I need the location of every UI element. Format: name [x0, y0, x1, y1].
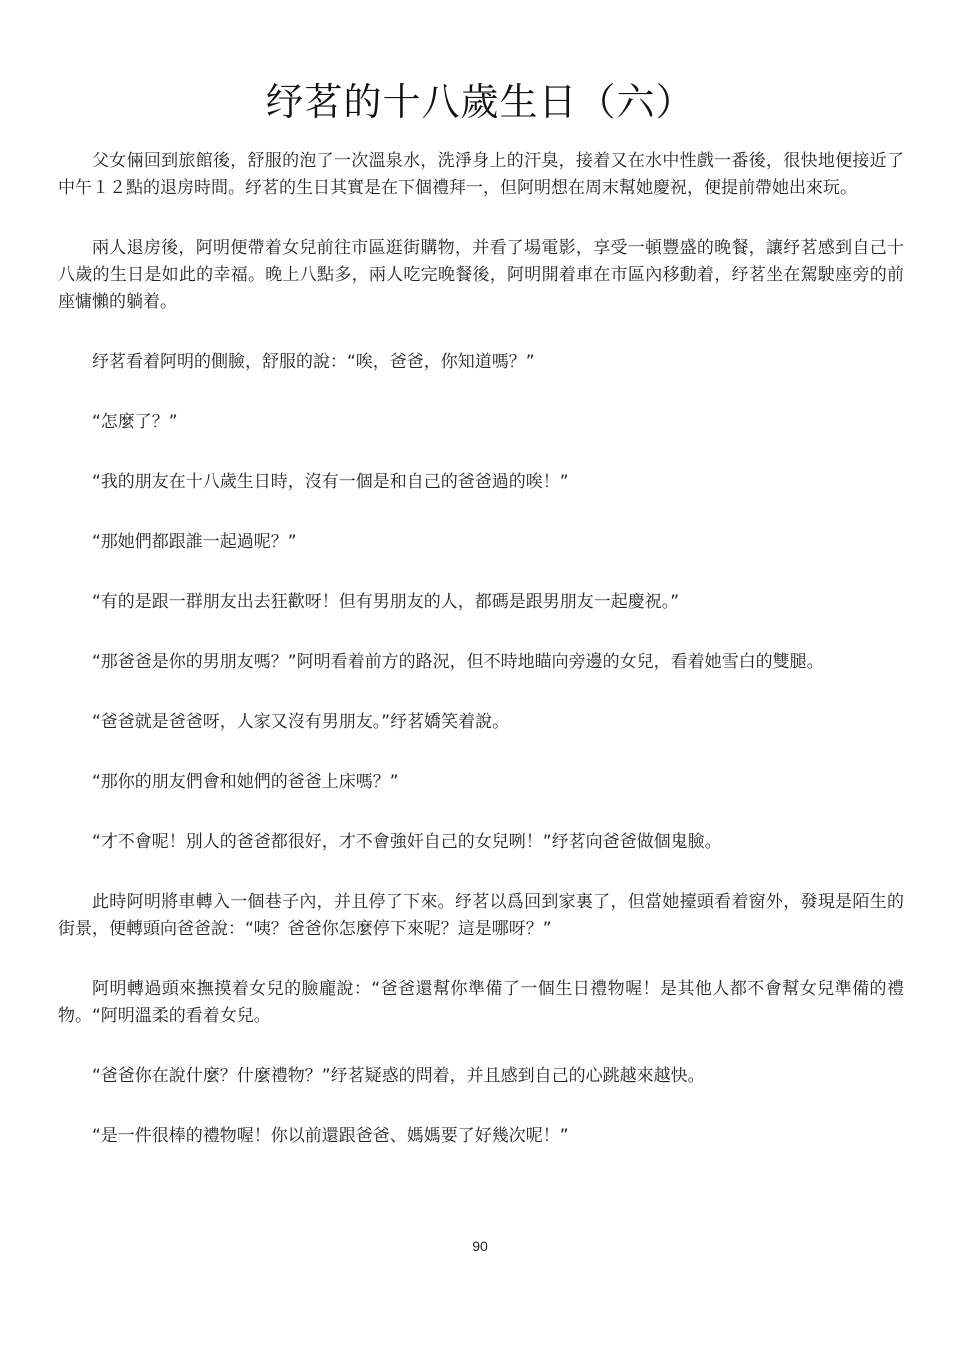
paragraph: 父女倆回到旅館後，舒服的泡了一次溫泉水，洗淨身上的汗臭，接着又在水中性戲一番後，很快地便接近了中午１２點的退房時間。纾茗的生日其實是在下個禮拜一，但阿明想在周末幫她慶祝，便提前帶她出來玩。 [58, 151, 904, 198]
paragraph: 兩人退房後，阿明便帶着女兒前往市區逛街購物，并看了場電影，享受一頓豐盛的晚餐，讓纾茗感到自己十八歲的生日是如此的幸福。晚上八點多，兩人吃完晚餐後，阿明開着車在市區內移動着，纾茗坐在駕駛座旁的前座慵懶的躺着。 [58, 238, 904, 312]
paragraph: “那她們都跟誰一起過呢？” [92, 532, 297, 552]
paragraph: “才不會呢！別人的爸爸都很好，才不會強奸自己的女兒咧！”纾茗向爸爸做個鬼臉。 [92, 832, 722, 852]
paragraph: “爸爸就是爸爸呀，人家又沒有男朋友。”纾茗嬌笑着說。 [92, 712, 510, 732]
paragraph: “有的是跟一群朋友出去狂歡呀！但有男朋友的人，都碼是跟男朋友一起慶祝。” [92, 592, 680, 612]
paragraph: “那爸爸是你的男朋友嗎？”阿明看着前方的路況，但不時地瞄向旁邊的女兒，看着她雪白的雙腿。 [92, 652, 824, 672]
paragraph: 此時阿明將車轉入一個巷子內，并且停了下來。纾茗以爲回到家裏了，但當她擡頭看着窗外，發現是陌生的街景，便轉頭向爸爸說：“咦？爸爸你怎麼停下來呢？這是哪呀？” [58, 892, 904, 939]
paragraph: “那你的朋友們會和她們的爸爸上床嗎？” [92, 772, 399, 792]
paragraph: “是一件很棒的禮物喔！你以前還跟爸爸、媽媽要了好幾次呢！” [92, 1126, 569, 1146]
paragraph: “我的朋友在十八歲生日時，沒有一個是和自己的爸爸過的唉！” [92, 472, 569, 492]
paragraph: “怎麼了？” [92, 412, 178, 432]
body-text [58, 148, 904, 1150]
paragraph: 纾茗看着阿明的側臉，舒服的說：“唉，爸爸，你知道嗎？” [92, 352, 535, 372]
paragraph: 阿明轉過頭來撫摸着女兒的臉龐說：“爸爸還幫你準備了一個生日禮物喔！是其他人都不會幫女兒準備的禮物。“阿明溫柔的看着女兒。 [58, 979, 904, 1026]
page-title: 纾茗的十八歲生日（六） [265, 80, 695, 124]
paragraph: “爸爸你在說什麼？什麼禮物？”纾茗疑惑的問着，并且感到自己的心跳越來越快。 [92, 1066, 705, 1086]
page-number: 90 [472, 1238, 488, 1254]
